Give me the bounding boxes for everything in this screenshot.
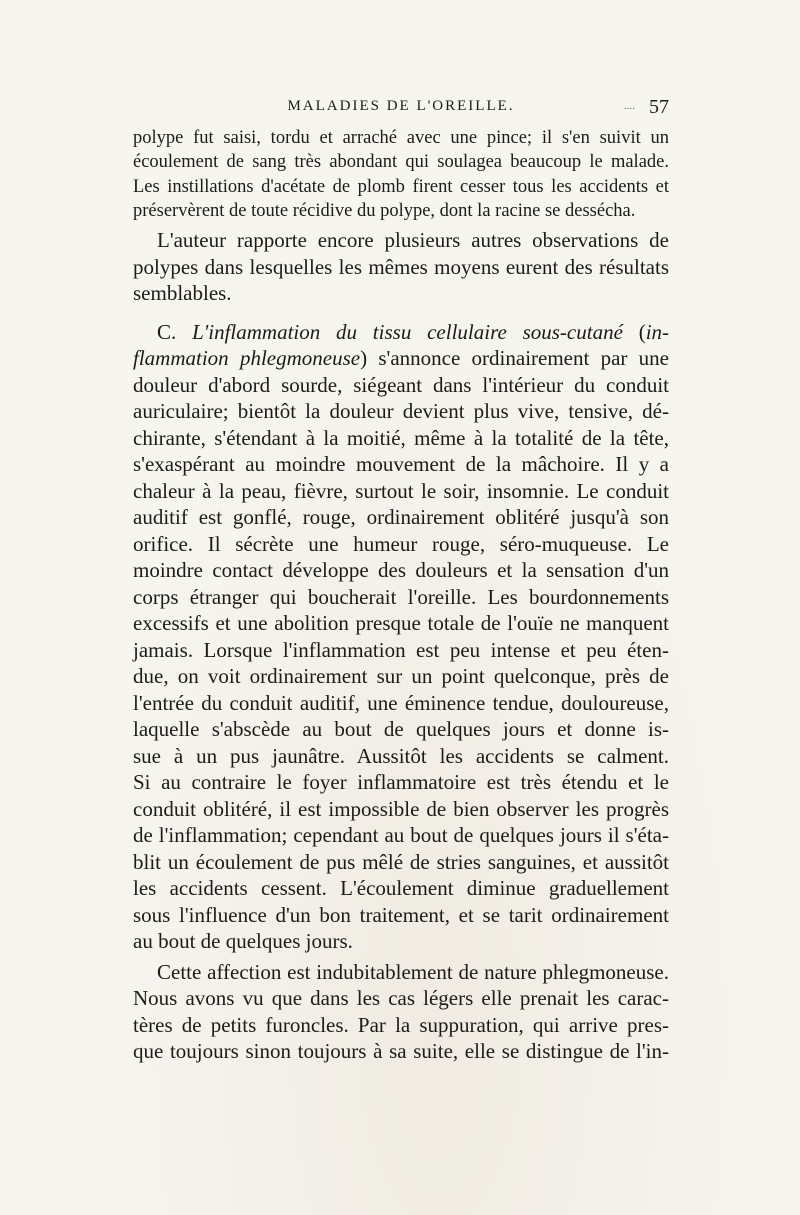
section-subtitle-part: in-	[645, 319, 670, 344]
text-line: les accidents cessent. L'écoulement diminue graduellement	[133, 876, 669, 901]
text-line: moindre contact développe des douleurs et la sensation d'un	[133, 558, 669, 583]
text-line: chirante, s'étendant à la moitié, même à la totalité de la tête,	[133, 425, 669, 450]
text-line: s'exaspérant au moindre mouvement de la mâchoire. Il y a	[133, 452, 669, 477]
text-line: sous l'influence d'un bon traitement, et se tarit ordinairement	[133, 902, 669, 927]
text-line: sue à un pus jaunâtre. Aussitôt les accidents se calment.	[133, 743, 669, 768]
text-line: auriculaire; bientôt la douleur devient plus vive, tensive, dé-	[133, 399, 669, 424]
paren-open: (	[638, 319, 646, 344]
text-line: conduit oblitéré, il est impossible de bien observer les progrès	[133, 796, 669, 821]
text-line: préservèrent de toute récidive du polype, dont la racine se dessécha.	[133, 200, 636, 221]
section-lead-line-2	[133, 345, 669, 372]
text-line: chaleur à la peau, fièvre, surtout le soir, insomnie. Le conduit	[133, 478, 669, 503]
section-lead-rest: s'annonce ordinairement par une	[378, 346, 670, 371]
section-title: L'inflammation du tissu cellulaire sous-cutané	[192, 319, 623, 344]
paragraph-observations	[133, 227, 669, 307]
text-line: due, on voit ordinairement sur un point quelconque, près de	[133, 664, 669, 689]
text-line: orifice. Il sécrète une humeur rouge, séro-muqueuse. Le	[133, 531, 669, 556]
text-line: Nous avons vu que dans les cas légers elle prenait les carac-	[133, 986, 669, 1011]
paren-close: )	[360, 346, 368, 371]
text-line: écoulement de sang très abondant qui soulagea beaucoup le malade.	[133, 152, 669, 173]
text-line: laquelle s'abscède au bout de quelques jours et donne is-	[133, 717, 669, 742]
text-line: Si au contraire le foyer inflammatoire est très étendu et le	[133, 770, 669, 795]
section-label: C.	[157, 319, 177, 344]
section-subtitle-part: flammation phlegmoneuse	[133, 346, 361, 371]
text-line: semblables.	[133, 281, 232, 306]
text-line: que toujours sinon toujours à sa suite, elle se distingue de l'in-	[133, 1039, 669, 1064]
text-line: Les instillations d'acétate de plomb firent cesser tous les accidents et	[133, 176, 669, 197]
body-text	[133, 126, 669, 1065]
printer-mark: ....	[624, 100, 635, 112]
text-line: blit un écoulement de pus mêlé de stries sanguines, et aussitôt	[133, 849, 669, 874]
text-line: L'auteur rapporte encore plusieurs autres observations de	[157, 228, 669, 253]
paragraph-phlegmoneuse	[133, 959, 669, 1065]
running-head-title: MALADIES DE L'OREILLE.	[287, 98, 515, 114]
text-line: Cette affection est indubitablement de nature phlegmoneuse.	[157, 959, 669, 984]
text-line: au bout de quelques jours.	[133, 929, 353, 954]
text-line: jamais. Lorsque l'inflammation est peu intense et peu éten-	[133, 637, 669, 662]
text-line: polype fut saisi, tordu et arraché avec une pince; il s'en suivit un	[133, 128, 669, 148]
text-line: l'entrée du conduit auditif, une éminence tendue, douloureuse,	[133, 690, 669, 715]
running-head	[133, 96, 669, 122]
text-line: douleur d'abord sourde, siégeant dans l'intérieur du conduit	[133, 372, 669, 397]
text-line: polypes dans lesquelles les mêmes moyens eurent des résultats	[133, 254, 669, 279]
text-line: corps étranger qui boucherait l'oreille. Les bourdonnements	[133, 584, 669, 609]
text-line: de l'inflammation; cependant au bout de quelques jours il s'éta-	[133, 823, 669, 848]
section-lead-line	[133, 319, 669, 346]
paragraph-inflammation	[133, 319, 669, 955]
paragraph-polype-end	[133, 126, 669, 223]
text-line: auditif est gonflé, rouge, ordinairement oblitéré jusqu'à son	[133, 505, 669, 530]
text-line: excessifs et une abolition presque totale de l'ouïe ne manquent	[133, 611, 669, 636]
text-line: tères de petits furoncles. Par la suppuration, qui arrive pres-	[133, 1012, 669, 1037]
page-number: 57	[649, 96, 669, 118]
